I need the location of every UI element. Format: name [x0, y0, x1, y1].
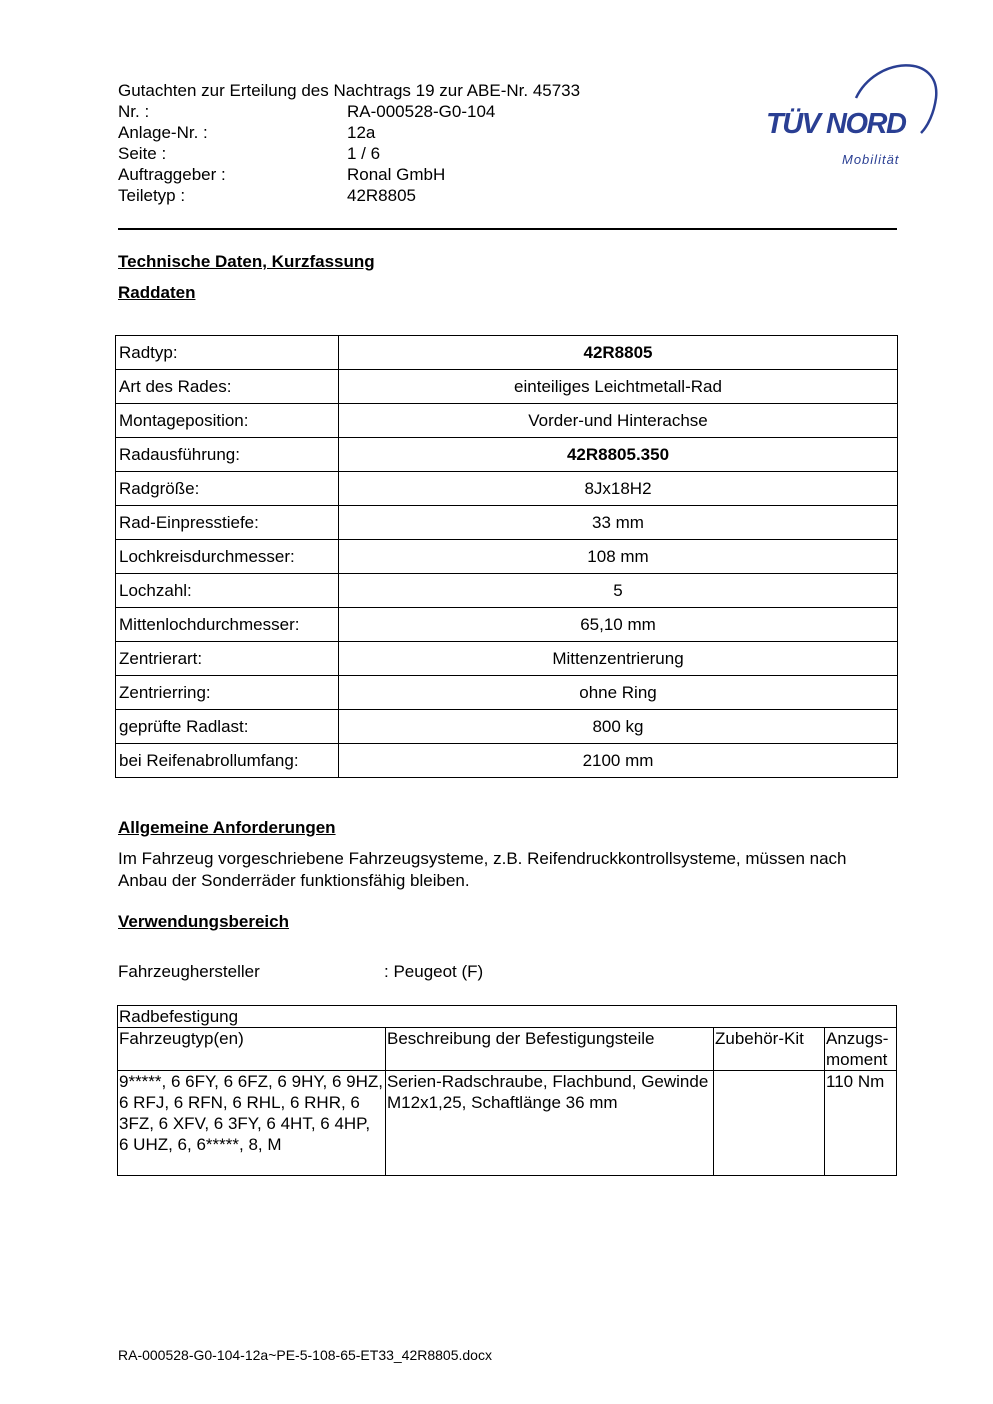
header-row: [118, 143, 580, 164]
header-row: [118, 164, 580, 185]
header-row: [118, 185, 580, 206]
table-row: [116, 574, 898, 608]
logo-brand: TÜV NORD: [766, 108, 906, 140]
raddaten-value: Mittenzentrierung: [339, 642, 898, 676]
header-label: Seite :: [118, 144, 167, 163]
raddaten-key: Art des Rades:: [116, 370, 339, 404]
header-title: Gutachten zur Erteilung des Nachtrags 19 zur ABE-Nr. 45733: [118, 81, 581, 100]
document-header: [118, 80, 580, 206]
table-row: [116, 506, 898, 540]
heading-technische-daten: Technische Daten, Kurzfassung: [118, 252, 375, 271]
table-row: [118, 1071, 897, 1176]
raddaten-value: 108 mm: [339, 540, 898, 574]
table-row: [116, 608, 898, 642]
heading-allgemeine-anforderungen: Allgemeine Anforderungen: [118, 818, 336, 837]
table-row: [116, 676, 898, 710]
raddaten-key: Radgröße:: [116, 472, 339, 506]
raddaten-key: Zentrierring:: [116, 676, 339, 710]
header-label: Auftraggeber :: [118, 165, 226, 184]
fahrzeughersteller-label: Fahrzeughersteller: [118, 962, 260, 981]
logo-subtitle: Mobilität: [842, 152, 900, 167]
header-value: 42R8805: [347, 186, 417, 205]
raddaten-value: 65,10 mm: [339, 608, 898, 642]
raddaten-value: 42R8805: [339, 336, 898, 370]
table-row: [118, 1006, 897, 1028]
raddaten-key: Mittenlochdurchmesser:: [116, 608, 339, 642]
fahrzeughersteller-line: [118, 962, 483, 982]
raddaten-key: Zentrierart:: [116, 642, 339, 676]
table-row: [116, 710, 898, 744]
befestigung-beschreibung-cell: Serien-Radschraube, Flachbund, Gewinde M12x1,25, Schaftlänge 36 mm: [386, 1071, 714, 1176]
heading-verwendungsbereich: Verwendungsbereich: [118, 912, 289, 931]
table-row: [116, 336, 898, 370]
tuev-nord-logo: [766, 58, 946, 173]
raddaten-value: 8Jx18H2: [339, 472, 898, 506]
raddaten-value: einteiliges Leichtmetall-Rad: [339, 370, 898, 404]
header-divider: [118, 228, 897, 230]
table-row: [116, 472, 898, 506]
raddaten-value: 2100 mm: [339, 744, 898, 778]
raddaten-value: 42R8805.350: [339, 438, 898, 472]
raddaten-value: ohne Ring: [339, 676, 898, 710]
raddaten-value: 33 mm: [339, 506, 898, 540]
header-value: RA-000528-G0-104: [347, 102, 496, 121]
table-row: [116, 540, 898, 574]
raddaten-key: geprüfte Radlast:: [116, 710, 339, 744]
raddaten-key: Rad-Einpresstiefe:: [116, 506, 339, 540]
raddaten-table: [115, 335, 898, 778]
column-header: Anzugs-moment: [825, 1028, 897, 1071]
raddaten-value: 800 kg: [339, 710, 898, 744]
heading-raddaten: Raddaten: [118, 283, 196, 302]
zubehoer-kit-cell: [714, 1071, 825, 1176]
header-row: [118, 101, 580, 122]
header-label: Teiletyp :: [118, 186, 186, 205]
column-header: Beschreibung der Befestigungsteile: [386, 1028, 714, 1071]
fahrzeugtypen-cell: 9*****, 6 6FY, 6 6FZ, 6 9HY, 6 9HZ, 6 RFJ, 6 RFN, 6 RHL, 6 RHR, 6 3FZ, 6 XFV, 6 3FY, 6 4HT, 6 4HP, 6 UHZ, 6, 6*****, 8, M: [118, 1071, 386, 1176]
raddaten-key: bei Reifenabrollumfang:: [116, 744, 339, 778]
radbefestigung-title: Radbefestigung: [118, 1006, 897, 1028]
allgemein-paragraph: Im Fahrzeug vorgeschriebene Fahrzeugsysteme, z.B. Reifendruckkontrollsysteme, müssen nach Anbau der Sonderräder funktionsfähig bleiben.: [118, 849, 847, 890]
header-row: [118, 122, 580, 143]
raddaten-value: Vorder-und Hinterachse: [339, 404, 898, 438]
column-header: Fahrzeugtyp(en): [118, 1028, 386, 1071]
raddaten-key: Radausführung:: [116, 438, 339, 472]
table-row: [116, 404, 898, 438]
raddaten-key: Radtyp:: [116, 336, 339, 370]
table-row: [116, 744, 898, 778]
header-value: 1 / 6: [347, 144, 381, 163]
raddaten-value: 5: [339, 574, 898, 608]
fahrzeughersteller-value: : Peugeot (F): [384, 962, 484, 981]
table-row: [116, 642, 898, 676]
table-header-row: [118, 1028, 897, 1071]
anzugsmoment-cell: 110 Nm: [825, 1071, 897, 1176]
table-row: [116, 370, 898, 404]
header-label: Anlage-Nr. :: [118, 123, 208, 142]
header-value: 12a: [347, 123, 376, 142]
raddaten-key: Montageposition:: [116, 404, 339, 438]
raddaten-key: Lochkreisdurchmesser:: [116, 540, 339, 574]
raddaten-key: Lochzahl:: [116, 574, 339, 608]
table-row: [116, 438, 898, 472]
footer-filename: RA-000528-G0-104-12a~PE-5-108-65-ET33_42R8805.docx: [118, 1347, 492, 1363]
header-label: Nr. :: [118, 102, 150, 121]
header-value: Ronal GmbH: [347, 165, 446, 184]
radbefestigung-table: [117, 1005, 897, 1176]
column-header: Zubehör-Kit: [714, 1028, 825, 1071]
